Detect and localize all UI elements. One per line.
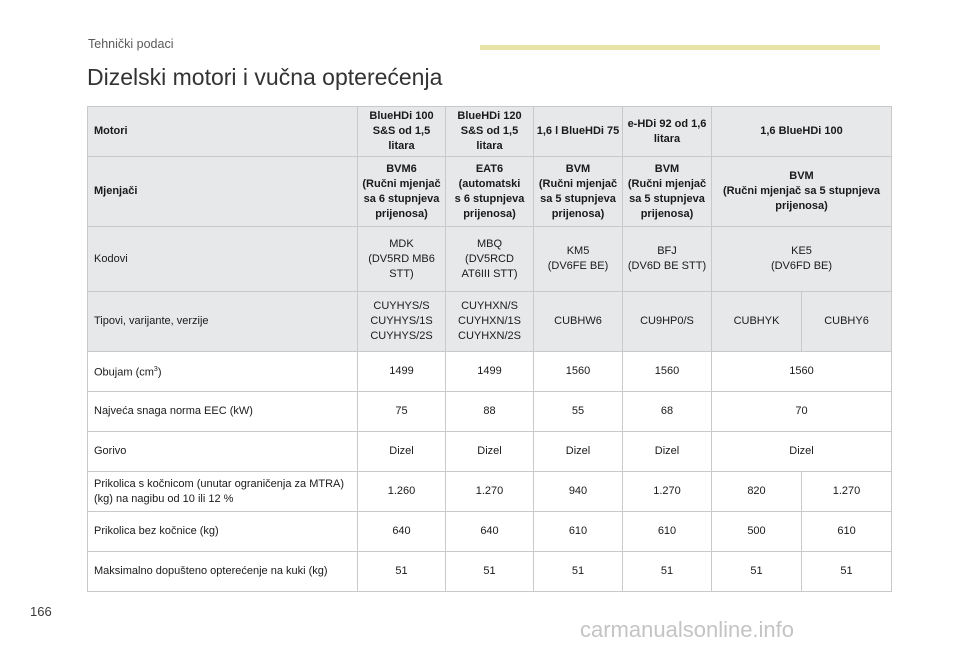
cell-kodovi-1: MDK (DV5RD MB6 STT) — [358, 227, 446, 292]
cell-snaga-4: 68 — [623, 392, 712, 432]
cell-prikolica-kocnica-4: 1.270 — [623, 472, 712, 512]
row-label-tipovi: Tipovi, varijante, verzije — [88, 292, 358, 352]
table-row-kuka — [88, 552, 892, 592]
row-label-motori: Motori — [88, 107, 358, 157]
cell-snaga-1: 75 — [358, 392, 446, 432]
cell-obujam-5: 1560 — [712, 352, 892, 392]
cell-tipovi-2: CUYHXN/S CUYHXN/1S CUYHXN/2S — [446, 292, 534, 352]
cell-prikolica-bez-3: 610 — [534, 512, 623, 552]
cell-kuka-3: 51 — [534, 552, 623, 592]
cell-gorivo-5: Dizel — [712, 432, 892, 472]
cell-prikolica-bez-4: 610 — [623, 512, 712, 552]
table-row-snaga — [88, 392, 892, 432]
cell-prikolica-bez-2: 640 — [446, 512, 534, 552]
cell-obujam-2: 1499 — [446, 352, 534, 392]
cell-obujam-1: 1499 — [358, 352, 446, 392]
cell-snaga-2: 88 — [446, 392, 534, 432]
cell-snaga-3: 55 — [534, 392, 623, 432]
row-label-obujam — [88, 352, 358, 392]
cell-snaga-5: 70 — [712, 392, 892, 432]
page-number: 166 — [30, 604, 52, 619]
table-row-gorivo — [88, 432, 892, 472]
cell-kodovi-4: BFJ (DV6D BE STT) — [623, 227, 712, 292]
table-row-prikolica-kocnica — [88, 472, 892, 512]
cell-motori-1: BlueHDi 100 S&S od 1,5 litara — [358, 107, 446, 157]
cell-kodovi-3: KM5 (DV6FE BE) — [534, 227, 623, 292]
cell-mjenjaci-2: EAT6 (automatski s 6 stupnjeva prijenosa) — [446, 157, 534, 227]
watermark-text: carmanualsonline.info — [580, 617, 795, 642]
cell-kodovi-5: KE5 (DV6FD BE) — [712, 227, 892, 292]
cell-mjenjaci-5: BVM (Ručni mjenjač sa 5 stupnjeva prijenosa) — [712, 157, 892, 227]
cell-kuka-5: 51 — [712, 552, 802, 592]
cell-prikolica-kocnica-5: 820 — [712, 472, 802, 512]
table-row-mjenjaci — [88, 157, 892, 227]
cell-prikolica-bez-6: 610 — [802, 512, 892, 552]
row-label-gorivo: Gorivo — [88, 432, 358, 472]
cell-tipovi-5: CUBHYK — [712, 292, 802, 352]
cell-tipovi-4: CU9HP0/S — [623, 292, 712, 352]
row-label-snaga: Najveća snaga norma EEC (kW) — [88, 392, 358, 432]
cell-gorivo-2: Dizel — [446, 432, 534, 472]
obujam-label-text: Obujam (cm — [94, 366, 154, 379]
cell-prikolica-kocnica-3: 940 — [534, 472, 623, 512]
row-label-prikolica-kocnica: Prikolica s kočnicom (unutar ograničenja za MTRA) (kg) na nagibu od 10 ili 12 % — [88, 472, 358, 512]
row-label-kuka: Maksimalno dopušteno opterećenje na kuki (kg) — [88, 552, 358, 592]
row-label-mjenjaci: Mjenjači — [88, 157, 358, 227]
row-label-prikolica-bez: Prikolica bez kočnice (kg) — [88, 512, 358, 552]
cell-mjenjaci-3: BVM (Ručni mjenjač sa 5 stupnjeva prijenosa) — [534, 157, 623, 227]
cell-kuka-2: 51 — [446, 552, 534, 592]
cell-prikolica-kocnica-1: 1.260 — [358, 472, 446, 512]
cell-motori-2: BlueHDi 120 S&S od 1,5 litara — [446, 107, 534, 157]
cell-prikolica-bez-1: 640 — [358, 512, 446, 552]
spec-table — [87, 106, 892, 592]
cell-kuka-1: 51 — [358, 552, 446, 592]
cell-prikolica-kocnica-2: 1.270 — [446, 472, 534, 512]
table-row-kodovi — [88, 227, 892, 292]
table-row-prikolica-bez — [88, 512, 892, 552]
cell-tipovi-6: CUBHY6 — [802, 292, 892, 352]
cell-tipovi-1: CUYHYS/S CUYHYS/1S CUYHYS/2S — [358, 292, 446, 352]
cell-mjenjaci-1: BVM6 (Ručni mjenjač sa 6 stupnjeva prijenosa) — [358, 157, 446, 227]
cell-motori-5: 1,6 BlueHDi 100 — [712, 107, 892, 157]
cell-motori-3: 1,6 l BlueHDi 75 — [534, 107, 623, 157]
obujam-label-sup: 3 — [153, 366, 158, 374]
cell-kodovi-2: MBQ (DV5RCD AT6III STT) — [446, 227, 534, 292]
section-label: Tehnički podaci — [88, 37, 174, 51]
cell-gorivo-4: Dizel — [623, 432, 712, 472]
table-row-obujam — [88, 352, 892, 392]
obujam-label-end: ) — [157, 366, 162, 379]
row-label-kodovi: Kodovi — [88, 227, 358, 292]
table-row-tipovi — [88, 292, 892, 352]
cell-gorivo-3: Dizel — [534, 432, 623, 472]
cell-mjenjaci-4: BVM (Ručni mjenjač sa 5 stupnjeva prijenosa) — [623, 157, 712, 227]
cell-prikolica-bez-5: 500 — [712, 512, 802, 552]
cell-tipovi-3: CUBHW6 — [534, 292, 623, 352]
cell-motori-4: e-HDi 92 od 1,6 litara — [623, 107, 712, 157]
cell-obujam-4: 1560 — [623, 352, 712, 392]
cell-kuka-6: 51 — [802, 552, 892, 592]
cell-kuka-4: 51 — [623, 552, 712, 592]
cell-gorivo-1: Dizel — [358, 432, 446, 472]
cell-obujam-3: 1560 — [534, 352, 623, 392]
page-title: Dizelski motori i vučna opterećenja — [87, 64, 443, 90]
accent-bar — [480, 45, 880, 50]
table-row-motori — [88, 107, 892, 157]
cell-prikolica-kocnica-6: 1.270 — [802, 472, 892, 512]
